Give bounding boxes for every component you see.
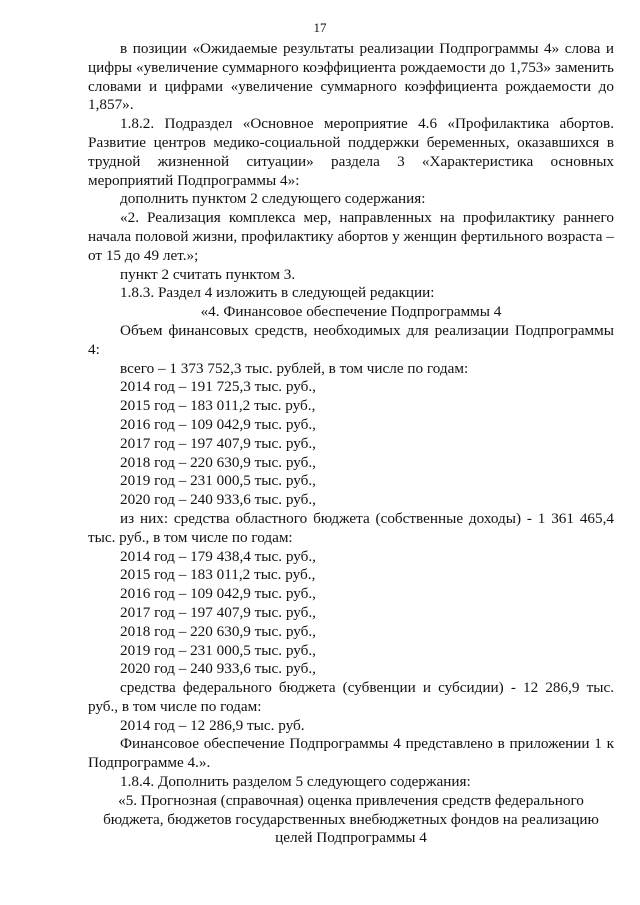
paragraph-1-8-3: 1.8.3. Раздел 4 изложить в следующей редакции: [120, 284, 435, 302]
list-item: 2014 год – 179 438,4 тыс. руб., [120, 547, 316, 565]
section-4-heading: «4. Финансовое обеспечение Подпрограммы 4 [200, 303, 502, 321]
regional-by-year-list [88, 548, 614, 680]
list-item: 2018 год – 220 630,9 тыс. руб., [120, 453, 316, 471]
list-item: 2016 год – 109 042,9 тыс. руб., [120, 585, 316, 603]
list-item: 2019 год – 231 000,5 тыс. руб., [120, 472, 316, 490]
paragraph-add-item: дополнить пунктом 2 следующего содержания: [120, 190, 426, 208]
paragraph-federal-budget: средства федерального бюджета (субвенции и субсидии) - 12 286,9 тыс. руб., в том числе по годам: [88, 679, 614, 715]
total-by-year-list [88, 378, 614, 510]
page-number: 17 [313, 20, 327, 35]
paragraph-total: всего – 1 373 752,3 тыс. рублей, в том числе по годам: [120, 359, 469, 377]
list-item: 2014 год – 12 286,9 тыс. руб. [120, 716, 305, 734]
list-item: 2019 год – 231 000,5 тыс. руб., [120, 641, 316, 659]
list-item: 2020 год – 240 933,6 тыс. руб., [120, 491, 316, 509]
list-item: 2015 год – 183 011,2 тыс. руб., [120, 397, 316, 415]
section-5-heading: «5. Прогнозная (справочная) оценка привлечения средств федерального бюджета, бюджетов государственных внебюджетных фондов на реализацию целей Подпрограммы 4 [103, 791, 599, 847]
list-item: 2014 год – 191 725,3 тыс. руб., [120, 378, 316, 396]
paragraph-appendix-ref: Финансовое обеспечение Подпрограммы 4 представлено в приложении 1 к Подпрограмме 4.». [88, 735, 614, 772]
list-item: 2016 год – 109 042,9 тыс. руб., [120, 415, 316, 433]
list-item: 2018 год – 220 630,9 тыс. руб., [120, 622, 316, 640]
paragraph-expected-results: в позиции «Ожидаемые результаты реализации Подпрограммы 4» слова и цифры «увеличение суммарного коэффициента рождаемости до 1,753» заменить словами и цифрами «увеличение суммарного коэффициента рождаемости до 1,857». [88, 40, 614, 114]
paragraph-1-8-4: 1.8.4. Дополнить разделом 5 следующего содержания: [120, 773, 471, 791]
list-item: 2015 год – 183 011,2 тыс. руб., [120, 566, 316, 584]
list-item: 2017 год – 197 407,9 тыс. руб., [120, 603, 316, 621]
paragraph-renumber: пункт 2 считать пунктом 3. [120, 265, 296, 283]
list-item: 2020 год – 240 933,6 тыс. руб., [120, 660, 316, 678]
paragraph-1-8-2: 1.8.2. Подраздел «Основное мероприятие 4.6 «Профилактика абортов. Развитие центров медико-социальной поддержки беременных, оказавшихся в трудной жизненной ситуации» раздела 3 «Характеристика основных мероприятий Подпрограммы 4»: [88, 115, 614, 189]
list-item: 2017 год – 197 407,9 тыс. руб., [120, 434, 316, 452]
paragraph-regional-budget: из них: средства областного бюджета (собственные доходы) - 1 361 465,4 тыс. руб., в том числе по годам: [88, 509, 614, 546]
document-body [88, 40, 614, 848]
paragraph-funding-volume: Объем финансовых средств, необходимых для реализации Подпрограммы 4: [88, 321, 614, 358]
paragraph-item-2: «2. Реализация комплекса мер, направленных на профилактику раннего начала половой жизни, профилактику абортов у женщин фертильного возраста – от 15 до 49 лет.»; [88, 209, 614, 264]
